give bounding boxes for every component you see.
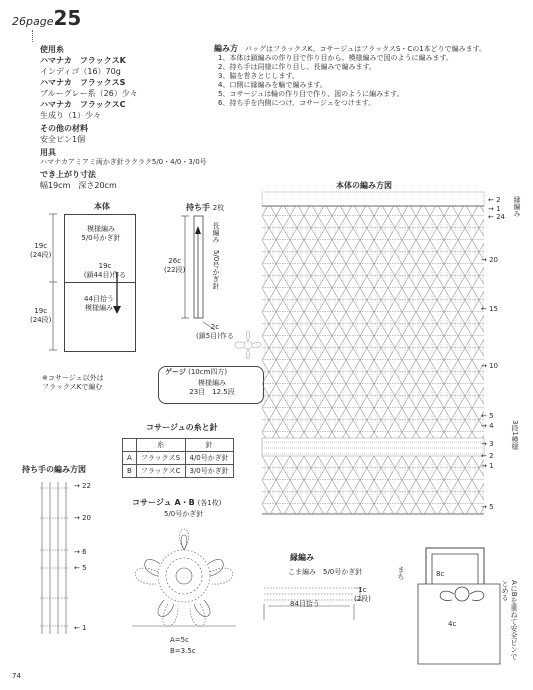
handle-hook-label: 5/0号かぎ針 <box>212 250 220 290</box>
materials-tools: ハマナカアミアミ両かぎ針ラクラク5/0・4/0・3/0号 <box>40 158 207 166</box>
body-pattern-label: 模様編み 5/0号かぎ針 <box>81 225 121 242</box>
method-step: 3、脇を巻きとじします。 <box>218 72 299 80</box>
table-row: A フラックスS 4/0号かぎ針 <box>123 452 234 465</box>
materials-yarn3-color: 生成り（1）少々 <box>40 111 102 120</box>
main-chart-title: 本体の編み方図 <box>336 181 392 190</box>
table-row: B フラックスC 3/0号かぎ針 <box>123 465 234 478</box>
edging-pickup: 84目拾う <box>290 600 320 608</box>
method-intro: バッグはフラックスK、コサージュはフラックスS・Cの1本どりで編みます。 <box>245 45 487 53</box>
corsage-chart-hook: 5/0号かぎ針 <box>164 510 204 518</box>
materials-yarn2: ハマナカ フラックスS <box>40 78 126 87</box>
method-step: 4、口側に縁編みを輪で編みます。 <box>218 81 327 89</box>
main-row-10: → 10 <box>481 362 499 370</box>
handle-row-5: ← 5 <box>74 564 87 572</box>
materials-size: 幅19cm 深さ20cm <box>40 181 117 190</box>
materials-yarn-heading: 使用糸 <box>40 45 64 54</box>
materials-other: 安全ピン1個 <box>40 135 86 144</box>
main-repeat-label: 3段1模様 <box>511 420 519 450</box>
page-number: 25 <box>53 6 82 30</box>
method-step: 6、持ち手を内側につけ、コサージュをつけます。 <box>218 99 376 107</box>
body-pickup-label: 44目拾う 模様編み <box>84 295 114 312</box>
body-height2-label: 19c (24段) <box>30 307 52 324</box>
finish-label-start: まち <box>397 566 405 580</box>
handle-stitch-label: 長編み <box>212 222 220 243</box>
materials-tools-heading: 用具 <box>40 148 56 157</box>
handle-length-label: 26c (22段) <box>164 257 186 274</box>
footer-page: 74 <box>12 672 21 680</box>
materials-yarn1-color: インディゴ（16）70g <box>40 67 121 76</box>
main-row-5: ← 5 <box>481 412 494 420</box>
corsage-table-title: コサージュの糸と針 <box>146 423 218 432</box>
table-row: 糸 針 <box>123 439 234 452</box>
gauge-values: 模様編み 23目 12.5段 <box>189 379 235 396</box>
handle-chart-graphic <box>36 478 76 638</box>
main-row-15: ← 15 <box>481 305 499 313</box>
corsage-size-b: B=3.5c <box>170 647 196 655</box>
method-step: 5、コサージュは輪の作り目で作り、図のように編みます。 <box>218 90 404 98</box>
main-row-1b: → 1 <box>481 462 494 470</box>
handle-row-6: → 6 <box>74 548 87 556</box>
main-row-3: → 3 <box>481 440 494 448</box>
method-step: 2、持ち手は同様に作り目し、長編みで編みます。 <box>218 63 376 71</box>
body-width-label: 19c (鎖44目)作る <box>83 262 127 279</box>
edging-stitch: こま編み 5/0号かぎ針 <box>288 568 363 576</box>
main-row-4: → 4 <box>481 422 494 430</box>
method-step: 1、本体は鎖編みの作り目で作り目から、模様編みで図のように編みます。 <box>218 54 453 62</box>
handle-width-label: 2c (鎖5目)作る <box>196 323 234 340</box>
corsage-size-a: A=5c <box>170 636 189 644</box>
handle-row-22: → 22 <box>74 482 92 490</box>
main-row-2: ← 2 <box>488 196 501 204</box>
main-edge-label: 縁編み <box>513 196 521 217</box>
handle-row-20: → 20 <box>74 514 92 522</box>
main-row-20: → 20 <box>481 256 499 264</box>
main-row-2b: ← 2 <box>481 452 494 460</box>
body-diagram-title: 本体 <box>94 202 110 211</box>
main-row-1: → 1 <box>488 205 501 213</box>
edging-rows: 1c (2段) <box>354 586 371 603</box>
handle-row-1: ← 1 <box>74 624 87 632</box>
finish-label-top: 8c <box>436 570 445 578</box>
materials-size-heading: でき上がり寸法 <box>40 170 96 179</box>
body-height1-label: 19c (24段) <box>30 242 52 259</box>
handle-diagram-title: 持ち手 2枚 <box>186 203 225 212</box>
finish-note: AにBを重ねて安全ピンでとめる <box>501 580 518 660</box>
finish-label-side: 4c <box>448 620 457 628</box>
materials-yarn2-color: ブルーグレー系（26）少々 <box>40 89 138 98</box>
main-row-24: ← 24 <box>488 213 506 221</box>
corsage-chart-title: コサージュ A・B (各1枚) <box>132 498 222 507</box>
materials-yarn1: ハマナカ フラックスK <box>40 56 126 65</box>
yarn-note: ※コサージュ以外は フラックスKで編む <box>42 374 104 391</box>
main-row-5b: → 5 <box>481 503 494 511</box>
corsage-table <box>122 438 234 478</box>
main-chart-graphic <box>262 192 484 522</box>
gauge-title: ゲージ (10cm四方) <box>165 368 228 376</box>
method-title: 編み方 <box>214 44 238 53</box>
flower-motif-icon <box>228 320 268 370</box>
materials-other-heading: その他の材料 <box>40 124 88 133</box>
corsage-chart-graphic <box>118 520 248 640</box>
edging-title: 縁編み <box>290 553 314 562</box>
materials-yarn3: ハマナカ フラックスC <box>40 100 126 109</box>
page-prefix: 26page <box>12 15 54 28</box>
handle-chart-title: 持ち手の編み方図 <box>22 465 86 474</box>
